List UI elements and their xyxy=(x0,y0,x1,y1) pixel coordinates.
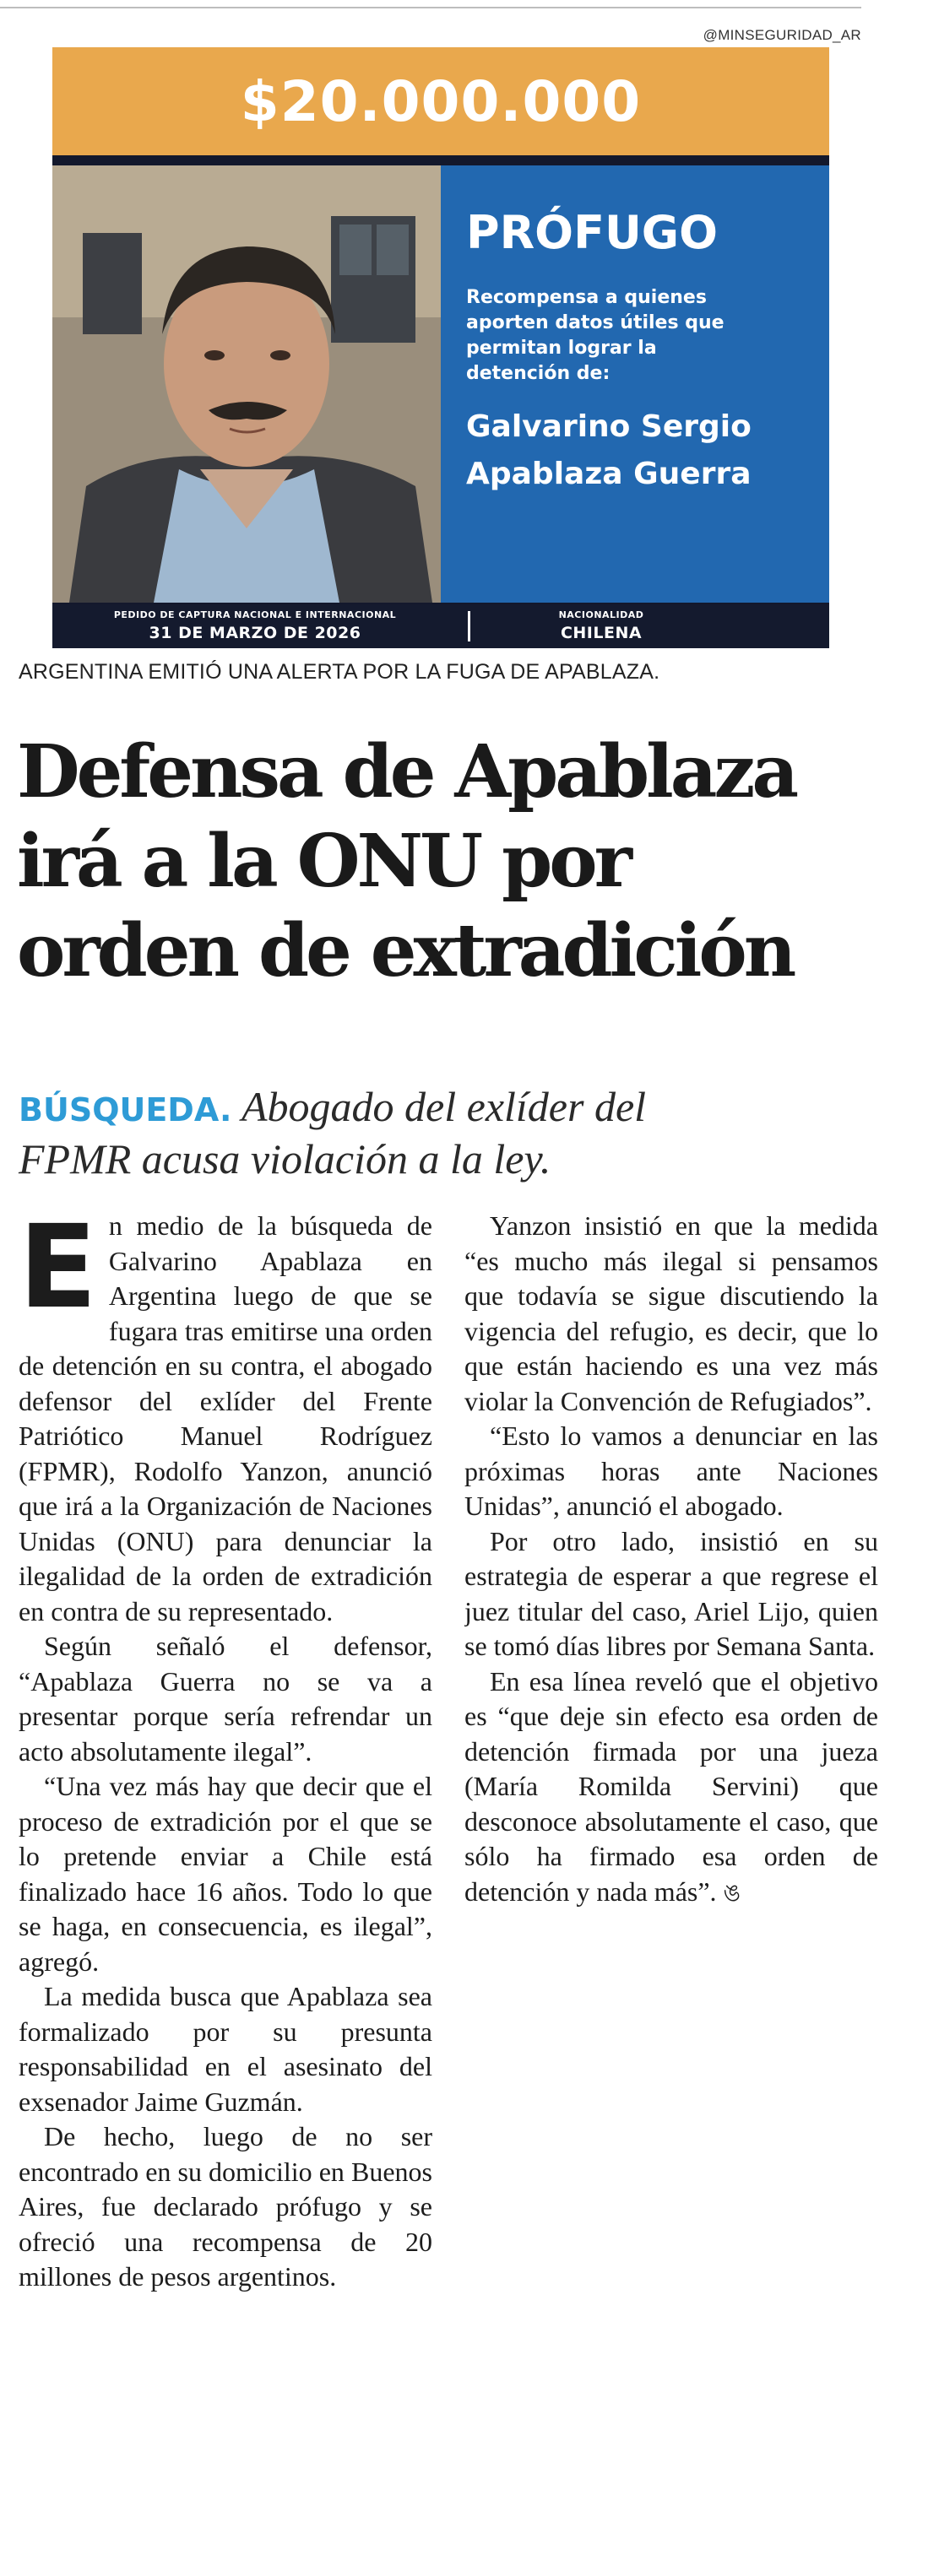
fugitive-status-title: PRÓFUGO xyxy=(466,206,719,259)
article-paragraph-8: Por otro lado, insistió en su estrategia de esperar a que regrese el juez titular del caso, Ariel Lijo, quien se tomó días libres por Semana Santa. xyxy=(464,1525,878,1661)
capture-label: PEDIDO DE CAPTURA NACIONAL E INTERNACIONAL xyxy=(113,609,397,620)
dropcap: E xyxy=(19,1209,97,1334)
article-paragraph-4: La medida busca que Apablaza sea formalizado por su presunta responsabilidad en el asesinato del exsenador Jaime Guzmán. xyxy=(19,1981,432,2117)
paragraph-1-text: n medio de la búsqueda de Galvarino Apablaza en Argentina luego de que se fugara tras emitirse una orden de detención en su contra, el abogado defensor del exlíder del Frente Patriótico Manuel Rodríguez (FPMR), Rodolfo Yanzon, anunció que irá a la Organización de Naciones Unidas (ONU) para denunciar la ilegalidad de la orden de extradición en contra de su representado. xyxy=(19,1210,432,1626)
article-paragraph-6: Yanzon insistió en que la medida “es mucho más ilegal si pensamos que todavía se sigue discutiendo la vigencia del refugio, es decir, que lo que están haciendo es una vez más violar la Convención de Refugiados”. xyxy=(464,1210,878,1416)
poster-info-strip xyxy=(52,604,829,648)
fugitive-portrait-image xyxy=(52,165,441,603)
capture-info xyxy=(61,609,449,642)
photo-caption: ARGENTINA EMITIÓ UNA ALERTA POR LA FUGA DE APABLAZA. xyxy=(19,660,660,684)
article-paragraph-7: “Esto lo vamos a denunciar en las próximas horas ante Naciones Unidas”, anunció el abogado. xyxy=(464,1421,878,1521)
reward-info-panel xyxy=(441,165,829,603)
top-rule xyxy=(0,7,861,8)
article-paragraph-3: “Una vez más hay que decir que el proceso de extradición por el que se lo pretende enviar a Chile está finalizado hace 16 años. Todo lo que se haga, en consecuencia, es ilegal”, agregó. xyxy=(19,1771,432,1977)
nationality-value: CHILENA xyxy=(560,624,643,642)
fugitive-name: Galvarino Sergio Apablaza Guerra xyxy=(466,409,752,491)
article-column-2 xyxy=(464,1209,878,2559)
headline: Defensa de Apablaza irá a la ONU por orden de extradición xyxy=(17,729,796,993)
article-paragraph-9 xyxy=(464,1664,878,1911)
dek-text: Abogado del exlíder del FPMR acusa violación a la ley. xyxy=(19,1083,647,1182)
reward-description: Recompensa a quienes aporten datos útiles que permitan lograr la detención de: xyxy=(466,287,724,384)
paragraph-9-text: En esa línea reveló que el objetivo es “que deje sin efecto esa orden de detención firmada por una jueza (María Romilda Servini) que desconoce absolutamente el caso, que sólo ha firmado esa orden de detención y nada más”. xyxy=(464,1665,878,1907)
article-paragraph-1 xyxy=(19,1209,432,1629)
article-paragraph-5: De hecho, luego de no ser encontrado en su domicilio en Buenos Aires, fue declarado prófugo y se ofreció una recompensa de 20 millones de pesos argentinos. xyxy=(19,2121,432,2292)
end-mark-icon: ঙ xyxy=(723,1878,741,1907)
source-credit: @MINSEGURIDAD_AR xyxy=(703,27,861,43)
dek-tag: BÚSQUEDA. xyxy=(19,1091,232,1128)
capture-date: 31 DE MARZO DE 2026 xyxy=(149,624,361,642)
nationality-label: NACIONALIDAD xyxy=(558,609,644,620)
strip-divider xyxy=(468,611,470,641)
article-column-1 xyxy=(19,1209,432,2559)
nationality-info xyxy=(508,609,694,642)
dek xyxy=(19,1082,897,1183)
fugitive-photo xyxy=(52,165,441,603)
wanted-poster xyxy=(52,47,829,648)
reward-amount-band xyxy=(52,47,829,155)
reward-amount: $20.000.000 xyxy=(240,68,642,134)
article-paragraph-2: Según señaló el defensor, “Apablaza Guerra no se va a presentar porque sería refrendar un acto absolutamente ilegal”. xyxy=(19,1631,432,1767)
